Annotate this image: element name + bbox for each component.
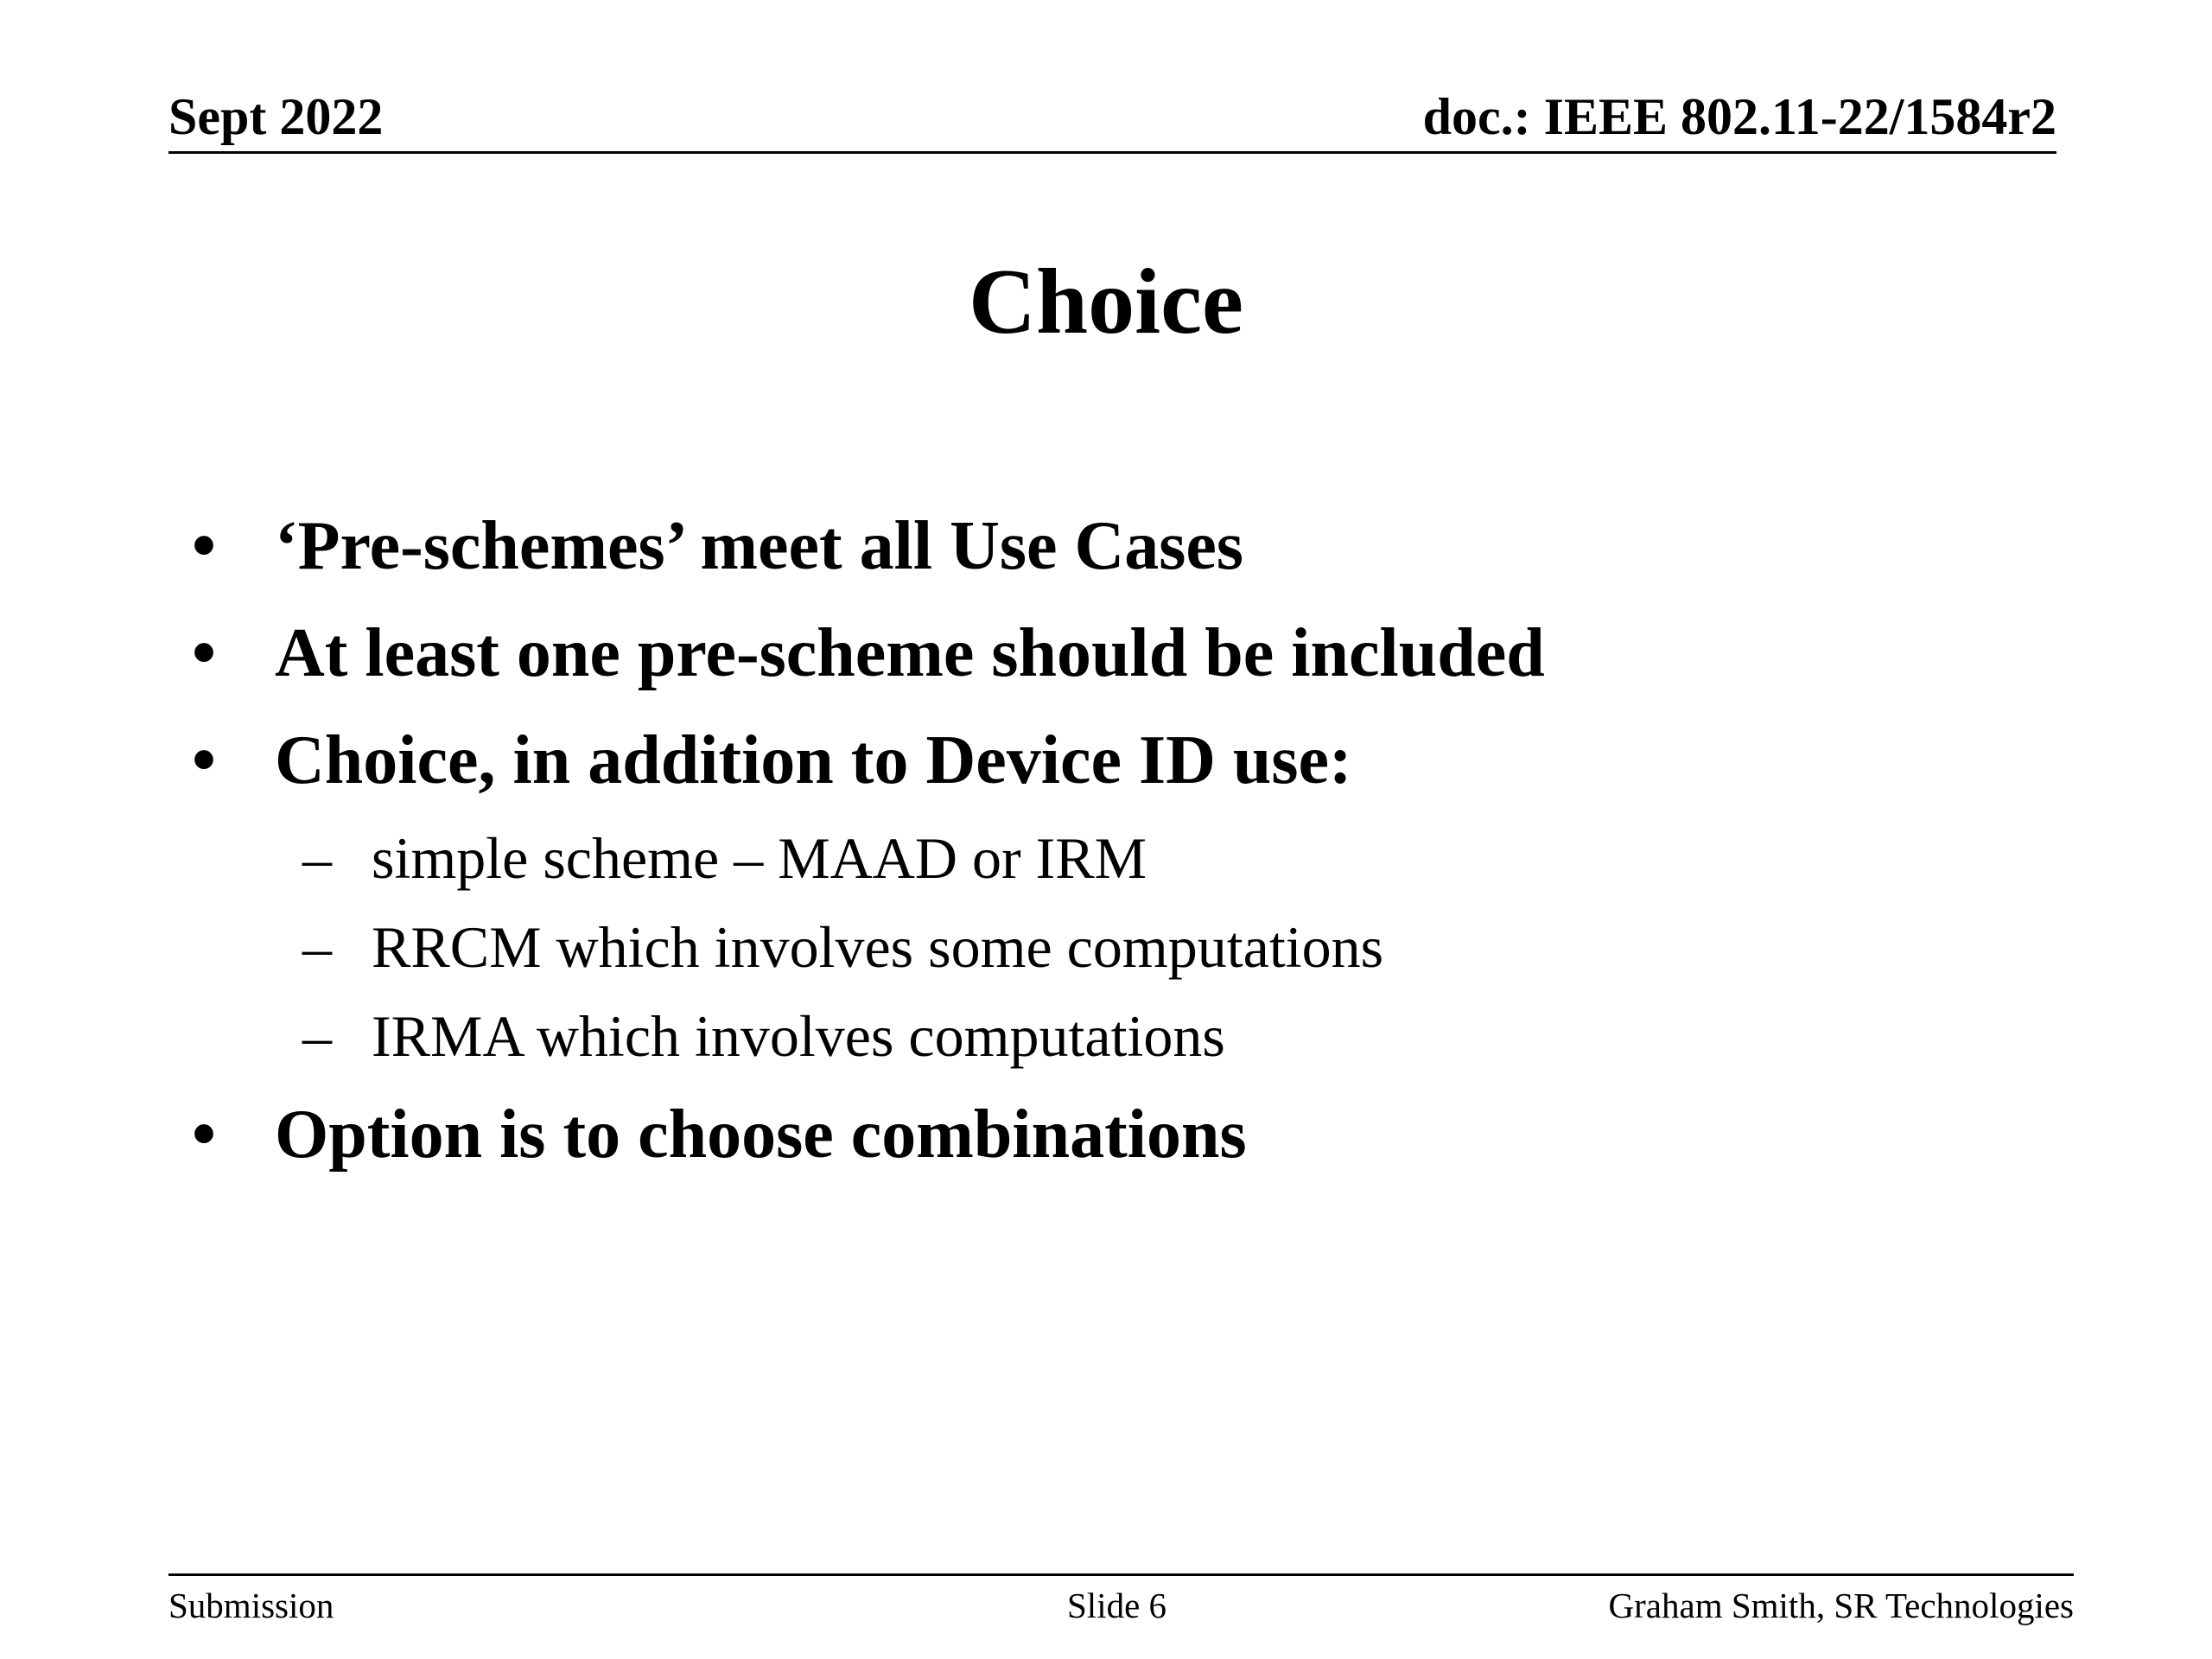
slide-header	[168, 82, 2056, 154]
sub-bullet-text: IRMA which involves computations	[372, 1003, 1225, 1069]
bullet-marker: •	[192, 508, 217, 584]
bullet-marker: •	[192, 615, 217, 691]
bullet-marker: •	[192, 722, 217, 798]
bullet-item	[181, 1081, 2082, 1188]
sub-bullet-item	[181, 814, 2082, 903]
slide-footer	[168, 1573, 2074, 1637]
sub-bullet-item	[181, 992, 2082, 1081]
bullet-text: At least one pre-scheme should be included	[275, 615, 1545, 691]
sub-bullet-text: RRCM which involves some computations	[372, 914, 1384, 980]
bullet-text: Choice, in addition to Device ID use:	[275, 722, 1352, 798]
bullet-item	[181, 493, 2082, 600]
bullet-text: ‘Pre-schemes’ meet all Use Cases	[275, 508, 1244, 584]
footer-slide-number: Slide 6	[1067, 1586, 1167, 1625]
slide-title: Choice	[969, 251, 1243, 353]
header-date: Sept 2022	[168, 88, 384, 145]
bullet-marker: •	[192, 1096, 217, 1173]
sub-bullet-marker: –	[302, 914, 332, 980]
sub-bullet-text: simple scheme – MAAD or IRM	[372, 825, 1147, 891]
footer-submission: Submission	[168, 1586, 334, 1625]
bullet-item	[181, 707, 2082, 814]
header-doc-id: doc.: IEEE 802.11-22/1584r2	[1422, 88, 2056, 145]
bullet-item	[181, 600, 2082, 707]
bullet-list	[181, 493, 2082, 1188]
sub-bullet-marker: –	[302, 1003, 332, 1069]
sub-bullet-item	[181, 903, 2082, 992]
footer-author: Graham Smith, SR Technologies	[1608, 1586, 2074, 1625]
sub-bullet-marker: –	[302, 825, 332, 891]
bullet-text: Option is to choose combinations	[275, 1096, 1247, 1173]
